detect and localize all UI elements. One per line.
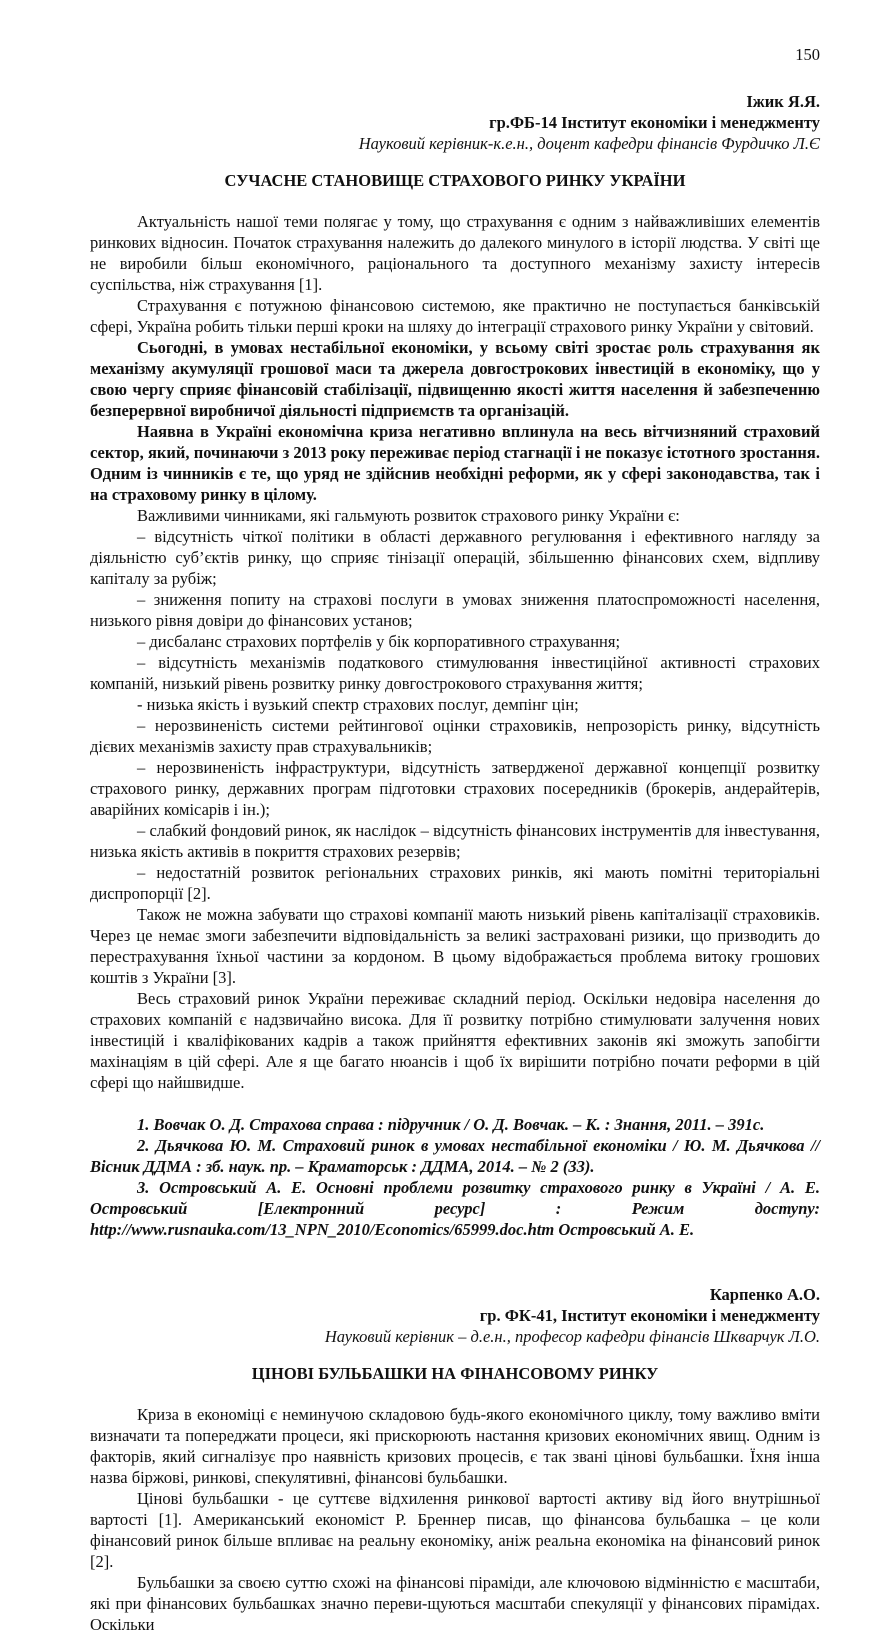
article-2-title: ЦІНОВІ БУЛЬБАШКИ НА ФІНАНСОВОМУ РИНКУ [251, 1364, 659, 1383]
paragraph: – слабкий фондовий ринок, як наслідок – відсутність фінансових інструментів для інвестування, низька якість активів в покриття страхових резервів; [90, 821, 820, 861]
page-number: 150 [795, 45, 820, 64]
paragraph: - низька якість і вузький спектр страхових послуг, демпінг цін; [137, 695, 579, 714]
paragraph: Наявна в Україні економічна криза негативно вплинула на весь вітчизняний страховий сектор, який, починаючи з 2013 року переживає період стагнації і не показує істотного зростання. Одним із чинників є те, що уряд не здійснив необхідні реформи, як у сфері законодавства, так і на страховому ринку в цілому. [90, 422, 820, 504]
paragraph: – нерозвиненість інфраструктури, відсутність затвердженої державної концепції розвитку страхового ринку, державних програм підготовки страхових посередників (брокерів, андерайтерів, аварійних комісарів і ін.); [90, 758, 820, 819]
article-2-byline [90, 1284, 820, 1347]
article-1-affiliation: гр.ФБ-14 Інститут економіки і менеджменту [489, 113, 820, 132]
article-2-affiliation: гр. ФК-41, Інститут економіки і менеджменту [479, 1306, 820, 1325]
reference-item: 3. Островський А. Е. Основні проблеми розвитку страхового ринку в Україні / А. Е. Островський [Електронний ресурс] : Режим доступу: http://www.rusnauka.com/13_NPN_2010/Economics/65999.doc.htm Островський А. Е. [90, 1178, 820, 1239]
paragraph: – дисбаланс страхових портфелів у бік корпоративного страхування; [137, 632, 621, 651]
article-2-body [90, 1404, 820, 1635]
paragraph: Важливими чинниками, які гальмують розвиток страхового ринку України є: [137, 506, 680, 525]
paragraph: Цінові бульбашки - це суттєве відхилення ринкової вартості активу від його внутрішньої вартості [1]. Американський економіст Р. Бреннер писав, що фінансова бульбашка – це коли фінансовий ринок більше впливає на реальну економіку, аніж реальна економіка на фінансовий ринок [2]. [90, 1489, 820, 1571]
article-1-references [90, 1114, 820, 1240]
paragraph: Актуальність нашої теми полягає у тому, що страхування є одним з найважливіших елементів ринкових відносин. Початок страхування належить до далекого минулого в історії людства. У світі ще не виробили більш економічного, раціонального та доступного механізму захисту інтересів суспільства, ніж страхування [1]. [90, 212, 820, 294]
paragraph: – відсутність чіткої політики в області державного регулювання і ефективного нагляду за діяльністю суб’єктів ринку, що сприяє тінізації операцій, збільшенню фінансових схем, відпливу капіталу за рубіж; [90, 527, 820, 588]
paragraph: – відсутність механізмів податкового стимулювання інвестиційної активності страхових компаній, низький рівень розвитку ринку довгострокового страхування життя; [90, 653, 820, 693]
article-2 [90, 1284, 820, 1635]
article-1-body [90, 211, 820, 1093]
reference-item: 1. Вовчак О. Д. Страхова справа : підручник / О. Д. Вовчак. – К. : Знання, 2011. – 391с. [137, 1115, 765, 1134]
article-1-supervisor: Науковий керівник-к.е.н., доцент кафедри фінансів Фурдичко Л.Є [358, 134, 820, 153]
paragraph: Бульбашки за своєю суттю схожі на фінансові піраміди, але ключовою відмінністю є масштаби, які при фінансових бульбашках значно переви-щуються масштаби спекуляції у фінансових пірамідах. Оскільки [90, 1573, 820, 1634]
article-2-author: Карпенко А.О. [709, 1285, 820, 1304]
article-1-title: СУЧАСНЕ СТАНОВИЩЕ СТРАХОВОГО РИНКУ УКРАЇНИ [224, 171, 686, 190]
paragraph: Також не можна забувати що страхові компанії мають низький рівень капіталізації страховиків. Через це немає змоги забезпечити відповідальність за великі застраховані ризики, що призводить до перестрахування їхньої частини за кордоном. В цьому відображається проблема витоку грошових коштів з України [3]. [90, 905, 820, 987]
paragraph: Сьогодні, в умовах нестабільної економіки, у всьому світі зростає роль страхування як механізму акумуляції грошової маси та джерела довгострокових інвестицій в економіку, що у свою чергу сприяє фінансовій стабілізації, підвищенню якості життя населення й забезпеченню безперервної виробничої діяльності підприємств та організацій. [90, 338, 820, 420]
paragraph: Весь страховий ринок України переживає складний період. Оскільки недовіра населення до страхових компаній є надзвичайно висока. Для її розвитку потрібно стимулювати залучення нових інвестицій і кваліфікованих кадрів а також прийняття ефективних законів які зможуть запобігти махінаціям в цій сфері. Але я ще багато нюансів і щоб їх вирішити потрібно почати реформи в цій сфері що найшвидше. [90, 989, 820, 1092]
paragraph: – нерозвиненість системи рейтингової оцінки страховиків, непрозорість ринку, відсутність дієвих механізмів захисту прав страхувальників; [90, 716, 820, 756]
article-1 [90, 91, 820, 1240]
paragraph: – зниження попиту на страхові послуги в умовах зниження платоспроможності населення, низького рівня довіри до фінансових установ; [90, 590, 820, 630]
article-2-supervisor: Науковий керівник – д.е.н., професор кафедри фінансів Шкварчук Л.О. [324, 1327, 820, 1346]
reference-item: 2. Дьячкова Ю. М. Страховий ринок в умовах нестабільної економіки / Ю. М. Дьячкова // Вісник ДДМА : зб. наук. пр. – Краматорськ : ДДМА, 2014. – № 2 (33). [90, 1136, 820, 1176]
paragraph: – недостатній розвиток регіональних страхових ринків, які мають помітні територіальні диспропорції [2]. [90, 863, 820, 903]
paragraph: Криза в економіці є неминучою складовою будь-якого економічного циклу, тому важливо вміти визначати та попереджати процеси, які прискорюють настання кризових економічних явищ. Одним із факторів, який сигналізує про наявність кризових процесів, є так звані цінові бульбашки. Їхня інша назва біржові, ринкові, спекулятивні, фінансові бульбашки. [90, 1405, 820, 1487]
paragraph: Страхування є потужною фінансовою системою, яке практично не поступається банківській сфері, Україна робить тільки перші кроки на шляху до інтеграції страхового ринку України у світовий. [90, 296, 820, 336]
article-1-author: Іжик Я.Я. [746, 92, 820, 111]
article-1-byline [90, 91, 820, 154]
